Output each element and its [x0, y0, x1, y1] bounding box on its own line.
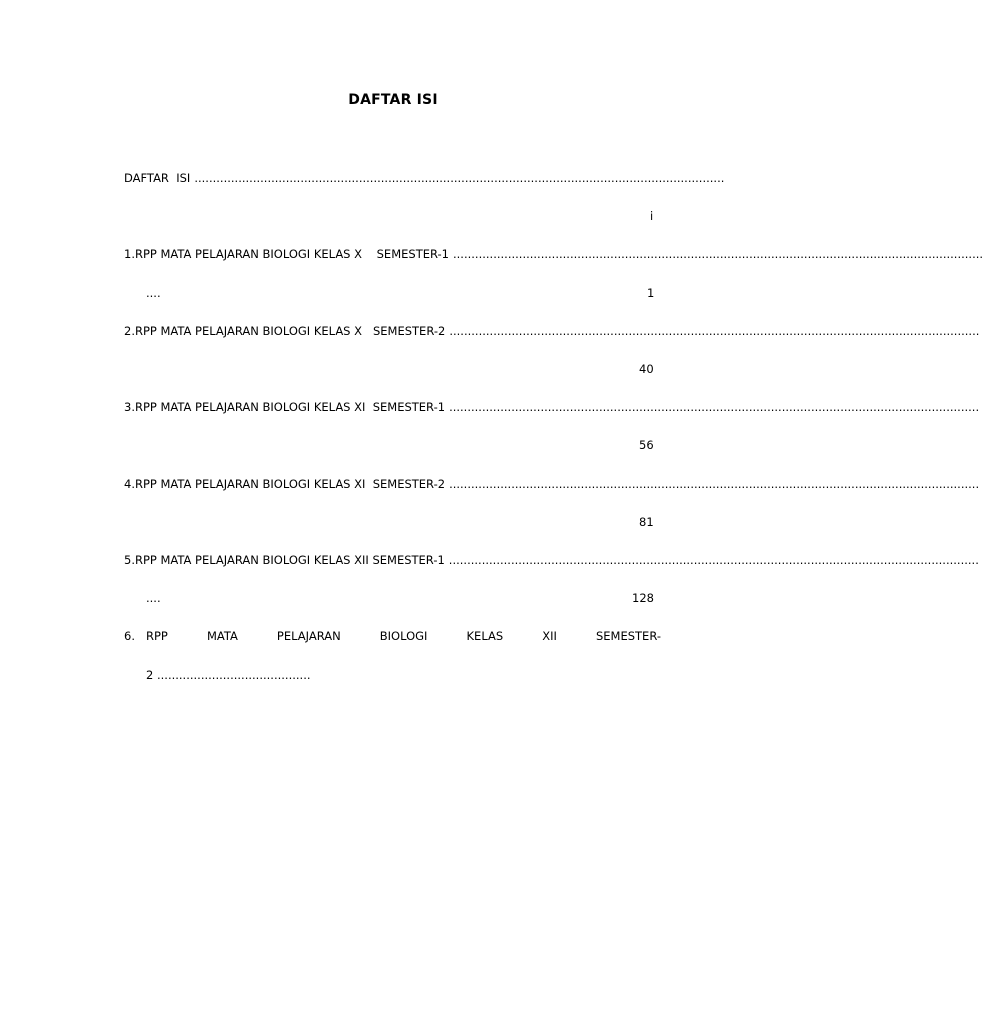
toc-entry-daftar-isi[interactable]: [124, 170, 725, 186]
toc-entry-label: RPP MATA PELAJARAN BIOLOGI KELAS XI SEMESTER-1: [134, 400, 446, 414]
toc-entry-label: RPP MATA PELAJARAN BIOLOGI KELAS XII SEMESTER-1: [134, 553, 445, 567]
toc-continuation: 2 ..........................................: [146, 668, 311, 682]
toc-page-number: 81: [639, 515, 654, 529]
toc-word: PELAJARAN: [276, 629, 341, 643]
toc-entry-label: RPP MATA PELAJARAN BIOLOGI KELAS X SEMESTER-2: [134, 324, 446, 338]
toc-entry-2[interactable]: [124, 323, 980, 339]
toc-page-number: 1: [647, 286, 655, 300]
toc-entry-label: [146, 628, 661, 644]
toc-entry-number: 2.: [124, 324, 135, 338]
toc-entry-number: 3.: [124, 400, 135, 414]
toc-continuation: ....: [146, 286, 161, 300]
toc-leader-dots: .................................................................................................................................................: [448, 553, 979, 567]
toc-entry-number: 4.: [124, 477, 135, 491]
page-title: DAFTAR ISI: [348, 92, 438, 108]
toc-page-number: 128: [632, 591, 654, 605]
toc-entry-number: 5.: [124, 553, 135, 567]
toc-entry-4[interactable]: [124, 476, 980, 492]
toc-word: SEMESTER-: [595, 629, 661, 643]
toc-word: XII: [542, 629, 557, 643]
toc-page-number: i: [650, 209, 654, 223]
toc-word: MATA: [206, 629, 238, 643]
toc-entry-number: 6.: [124, 629, 135, 643]
toc-continuation: ....: [146, 591, 161, 605]
toc-entry-number: 1.: [124, 247, 135, 261]
toc-leader-dots: .................................................................................................................................................: [449, 477, 980, 491]
toc-leader-dots: .................................................................................................................................................: [449, 400, 980, 414]
toc-entry-1[interactable]: [124, 246, 983, 262]
toc-page-number: 40: [639, 362, 654, 376]
toc-leader-dots: .................................................................................................................................................: [194, 171, 725, 185]
toc-leader-dots: .................................................................................................................................................: [449, 324, 980, 338]
toc-entry-label: DAFTAR ISI: [124, 171, 191, 185]
toc-word: BIOLOGI: [379, 629, 428, 643]
toc-leader-dots: .................................................................................................................................................: [452, 247, 983, 261]
toc-entry-label: RPP MATA PELAJARAN BIOLOGI KELAS X SEMESTER-1: [134, 247, 449, 261]
toc-entry-label: RPP MATA PELAJARAN BIOLOGI KELAS XI SEMESTER-2: [134, 477, 446, 491]
toc-word: RPP: [146, 629, 168, 643]
toc-entry-3[interactable]: [124, 399, 980, 415]
toc-entry-5[interactable]: [124, 552, 979, 568]
toc-page-number: 56: [639, 438, 654, 452]
toc-word: KELAS: [466, 629, 504, 643]
toc-entry-6[interactable]: [124, 628, 661, 644]
